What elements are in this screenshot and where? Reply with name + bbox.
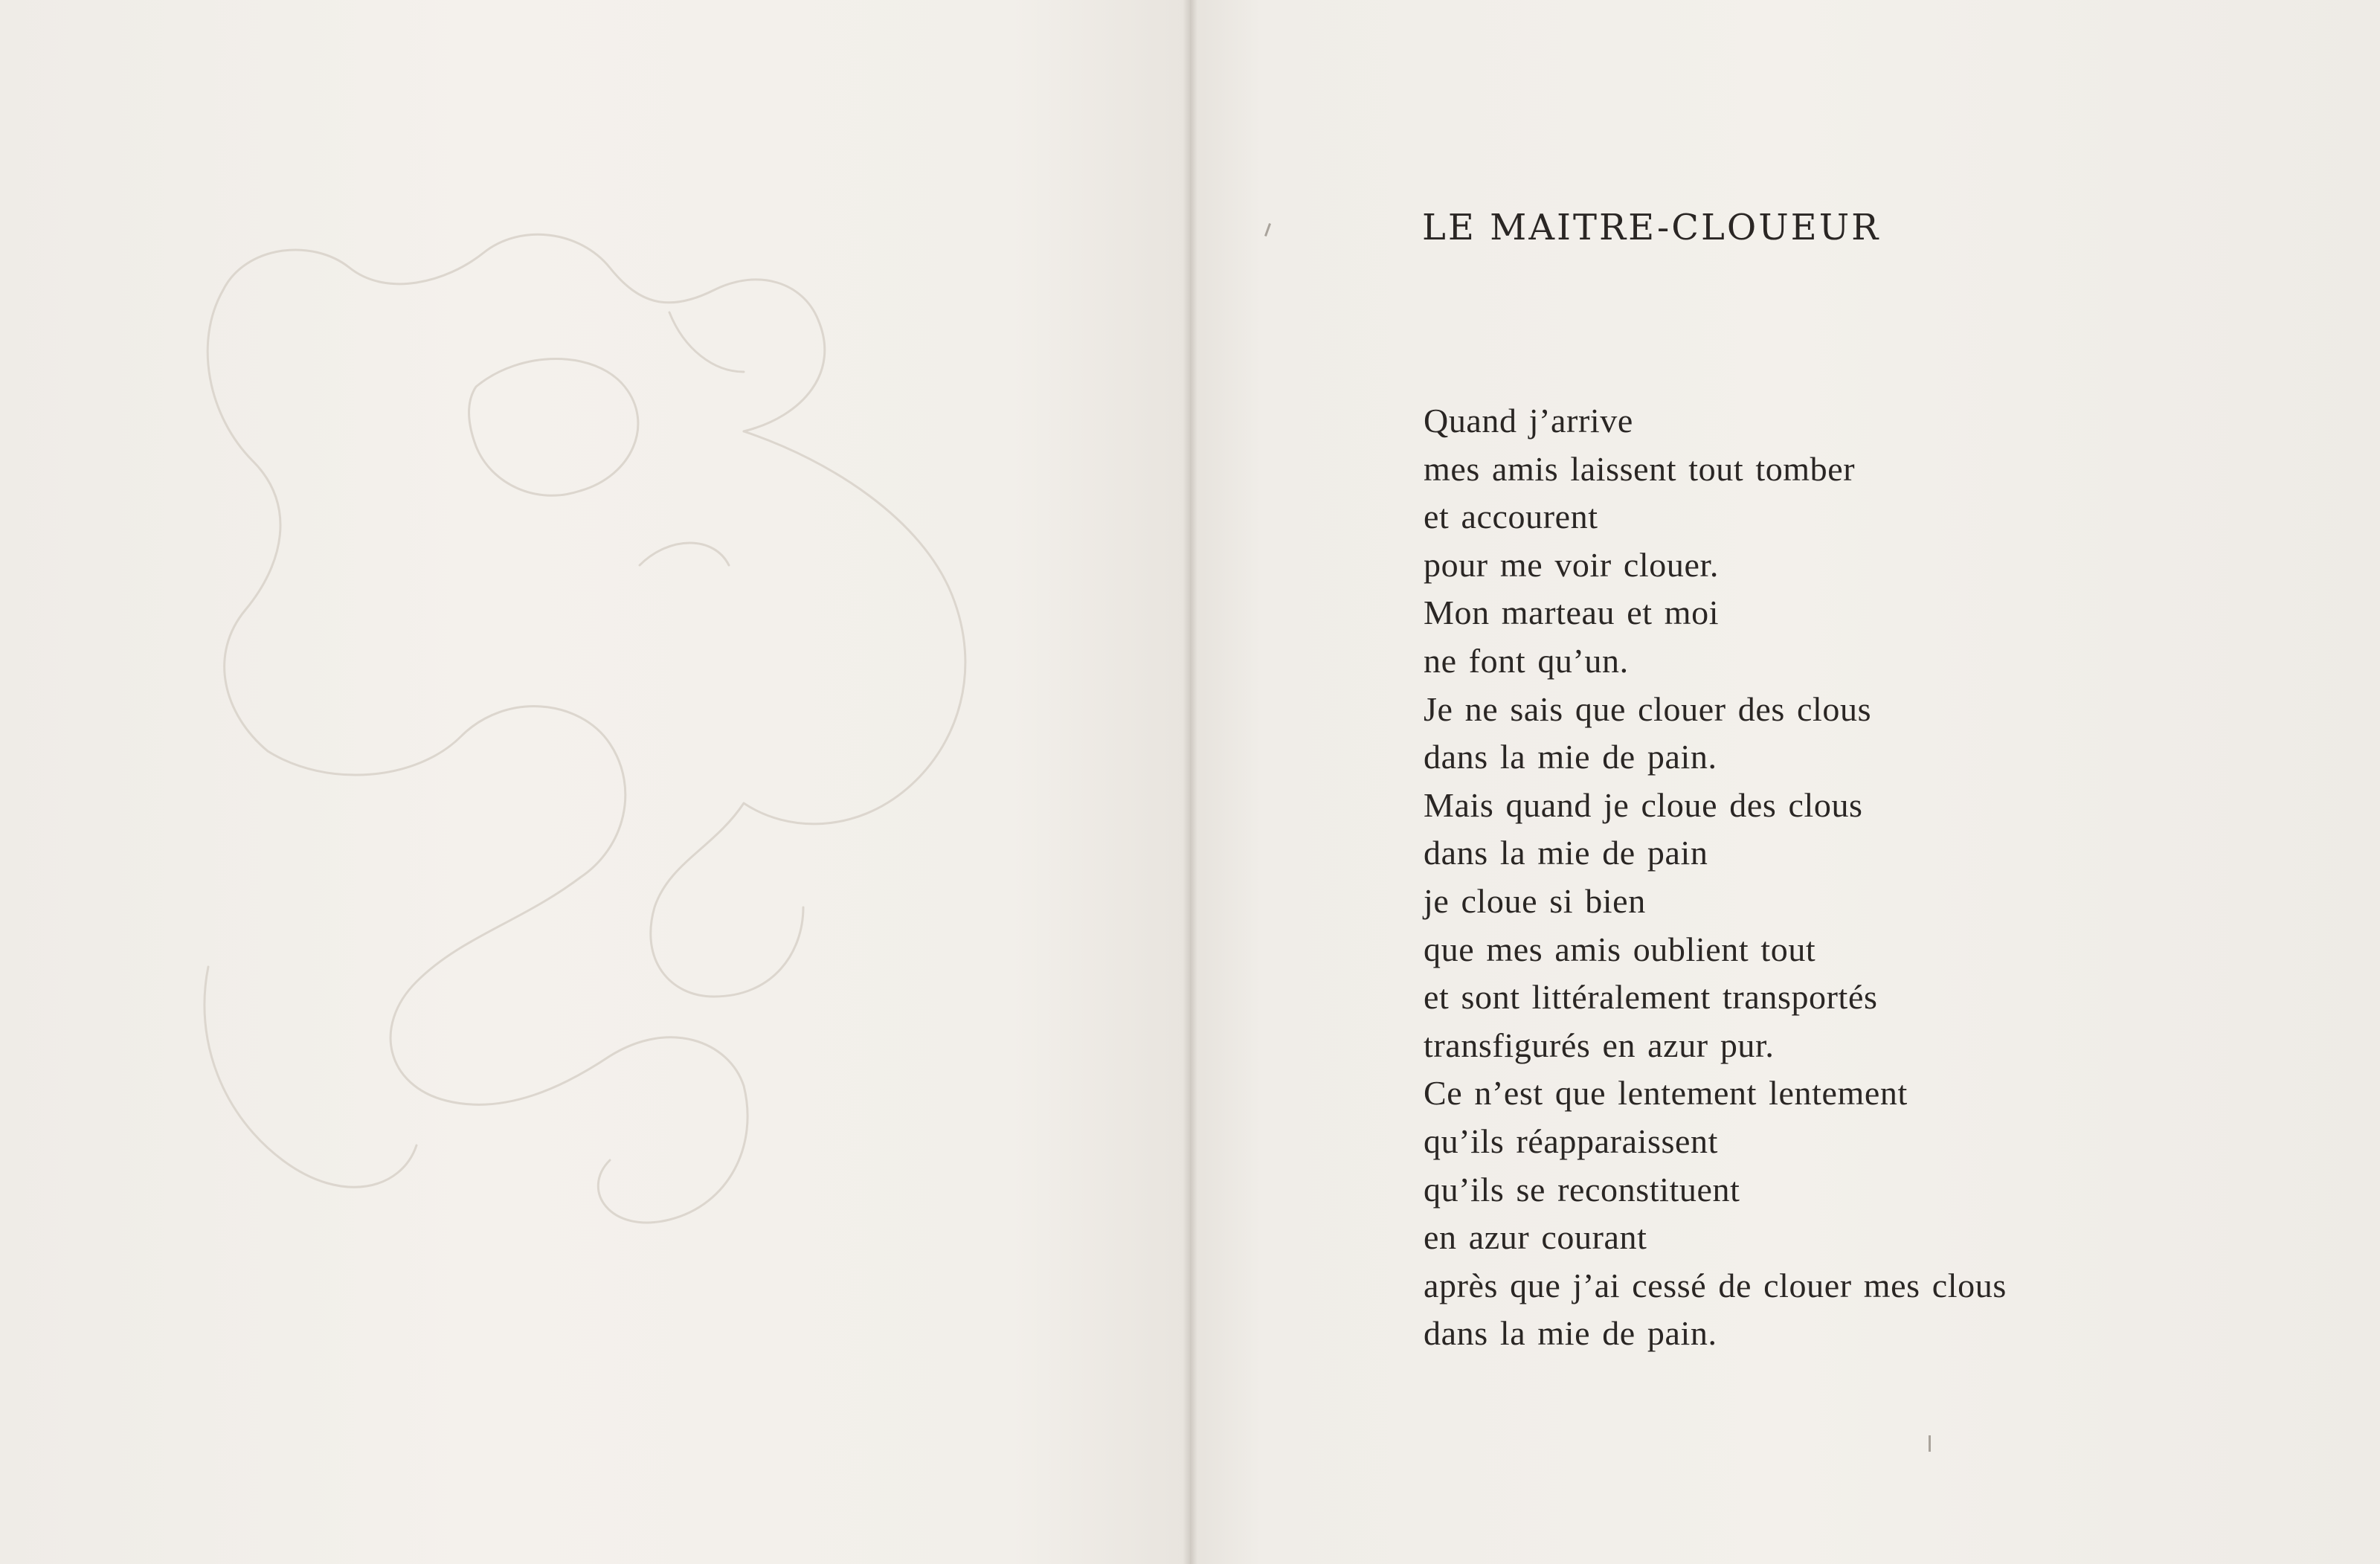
poem-line: je cloue si bien <box>1424 881 1646 920</box>
poem-line: après que j’ai cessé de clouer mes clous <box>1424 1266 2007 1304</box>
poem-line: Quand j’arrive <box>1424 402 1633 440</box>
book-gutter <box>1183 0 1197 1564</box>
poem-line: dans la mie de pain. <box>1424 738 1717 776</box>
poem-line: et sont littéralement transportés <box>1424 978 1878 1017</box>
poem-line: transfigurés en azur pur. <box>1424 1026 1775 1064</box>
poem-line: dans la mie de pain. <box>1424 1314 1717 1353</box>
poem-line: qu’ils réapparaissent <box>1424 1121 1718 1160</box>
poem-line: et accourent <box>1424 498 1598 536</box>
right-page <box>1190 0 2380 1564</box>
poem-line: Je ne sais que clouer des clous <box>1424 689 1872 728</box>
poem-line: que mes amis oublient tout <box>1424 930 1816 968</box>
poem-line: en azur courant <box>1424 1218 1647 1257</box>
poem-line: ne font qu’un. <box>1424 641 1629 680</box>
paper-speck <box>1264 223 1271 236</box>
poem-title: LE MAITRE-CLOUEUR <box>1422 207 1881 248</box>
poem-line: Mais quand je cloue des clous <box>1424 785 1863 824</box>
paper-speck <box>1929 1435 1931 1452</box>
poem-line: dans la mie de pain <box>1424 834 1708 872</box>
poem-body <box>1424 397 2007 1358</box>
poem-line: Mon marteau et moi <box>1424 593 1720 632</box>
poem-line: Ce n’est que lentement lentement <box>1424 1074 1908 1113</box>
poem-line: mes amis laissent tout tomber <box>1424 449 1856 488</box>
poem-line: qu’ils se reconstituent <box>1424 1170 1740 1209</box>
poem-line: pour me voir clouer. <box>1424 545 1720 584</box>
